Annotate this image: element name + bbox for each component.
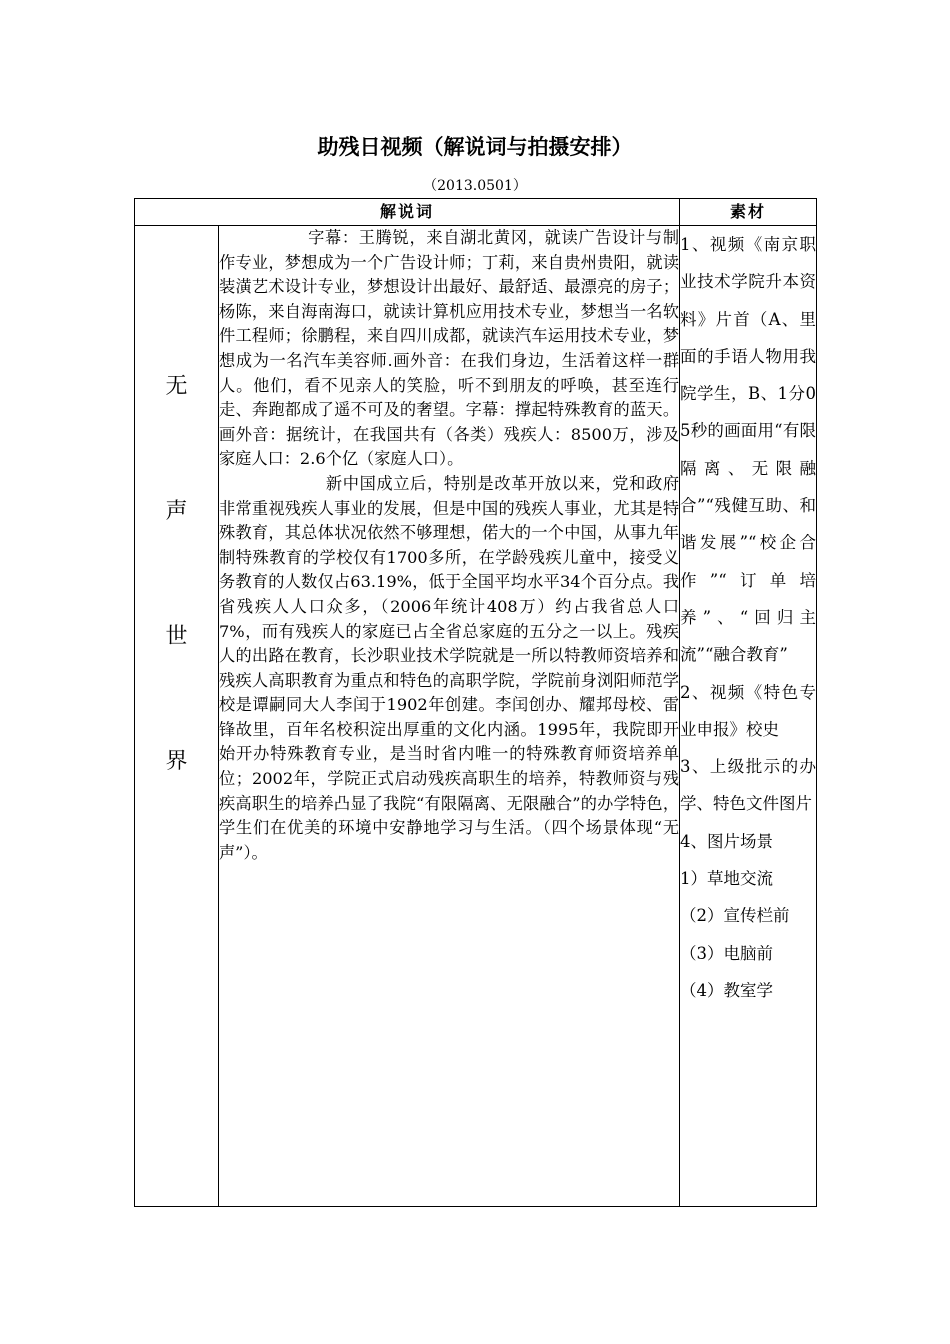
materials-item: 1）草地交流	[680, 869, 774, 889]
section-title-char: 无	[165, 374, 188, 399]
materials-item: 2、视频《特色专业申报》校史	[680, 682, 817, 739]
materials-item: （2）宣传栏前	[680, 906, 790, 926]
section-title-cell	[135, 226, 219, 1207]
materials-cell	[680, 226, 817, 1207]
script-table	[134, 198, 817, 1207]
narration-paragraph: 新中国成立后，特别是改革开放以来，党和政府非常重视残疾人事业的发展，但是中国的残疾人事业，尤其是特殊教育，其总体状况依然不够理想，偌大的一个中国，从事九年制特殊教育的学校仅有1700多所，在学龄残疾儿童中，接受义务教育的人数仅占63.19%，低于全国平均水平34个百分点。我省残疾人人口众多，（2006年统计408万）约占我省总人口7%，而有残疾人的家庭已占全省总家庭的五分之一以上。残疾人的出路在教育，长沙职业技术学院就是一所以特教师资培养和残疾人高职教育为重点和特色的高职学院，学院前身浏阳师范学校是谭嗣同大人李闰于1902年创建。李闰创办、耀邦母校、雷锋故里，百年名校积淀出厚重的文化内涵。1995年，我院即开始开办特殊教育专业，是当时省内唯一的特殊教育师资培养单位；2002年，学院正式启动残疾高职生的培养，特教师资与残疾高职生的培养凸显了我院“有限隔离、无限融合”的办学特色，学生们在优美的环境中安静地学习与生活。（四个场景体现“无声”）。	[219, 473, 680, 862]
section-title-char: 声	[165, 499, 188, 524]
materials-item: 3、上级批示的办学、特色文件图片	[680, 757, 817, 814]
narration-header: 解说词	[135, 199, 680, 226]
table-header-row	[135, 199, 817, 226]
section-title-char: 界	[165, 749, 188, 774]
narration-cell	[219, 226, 680, 1207]
table-row	[135, 226, 817, 1207]
document-date: （2013.0501）	[423, 178, 527, 194]
narration-paragraph: 字幕：王腾锐，来自湖北黄冈，就读广告设计与制作专业，梦想成为一个广告设计师；丁莉，来自贵州贵阳，就读装潢艺术设计专业，梦想设计出最好、最舒适、最漂亮的房子；杨陈，来自海南海口，就读计算机应用技术专业，梦想当一名软件工程师；徐鹏程，来自四川成都，就读汽车运用技术专业，梦想成为一名汽车美容师.画外音：在我们身边，生活着这样一群人。他们，看不见亲人的笑脸，听不到朋友的呼唤，甚至连行走、奔跑都成了遥不可及的奢望。字幕：撑起特殊教育的蓝天。画外音：据统计，在我国共有（各类）残疾人：8500万，涉及家庭人口：2.6个亿（家庭人口）。	[219, 228, 680, 469]
materials-item: （4）教室学	[680, 980, 774, 1000]
materials-item: （3）电脑前	[680, 943, 774, 963]
section-title-char: 世	[165, 624, 188, 649]
section-title	[135, 226, 218, 824]
document-title: 助残日视频（解说词与拍摄安排）	[317, 135, 633, 159]
materials-item: 1、视频《南京职业技术学院升本资料》片首（A、里面的手语人物用我院学生，B、1分05秒的画面用“有限隔离、无限融合”“残健互助、和谐发展”“校企合作”“订单培养”、“回归主流”“融合教育”	[680, 235, 817, 665]
materials-header: 素材	[680, 199, 817, 226]
materials-item: 4、图片场景	[680, 831, 774, 851]
